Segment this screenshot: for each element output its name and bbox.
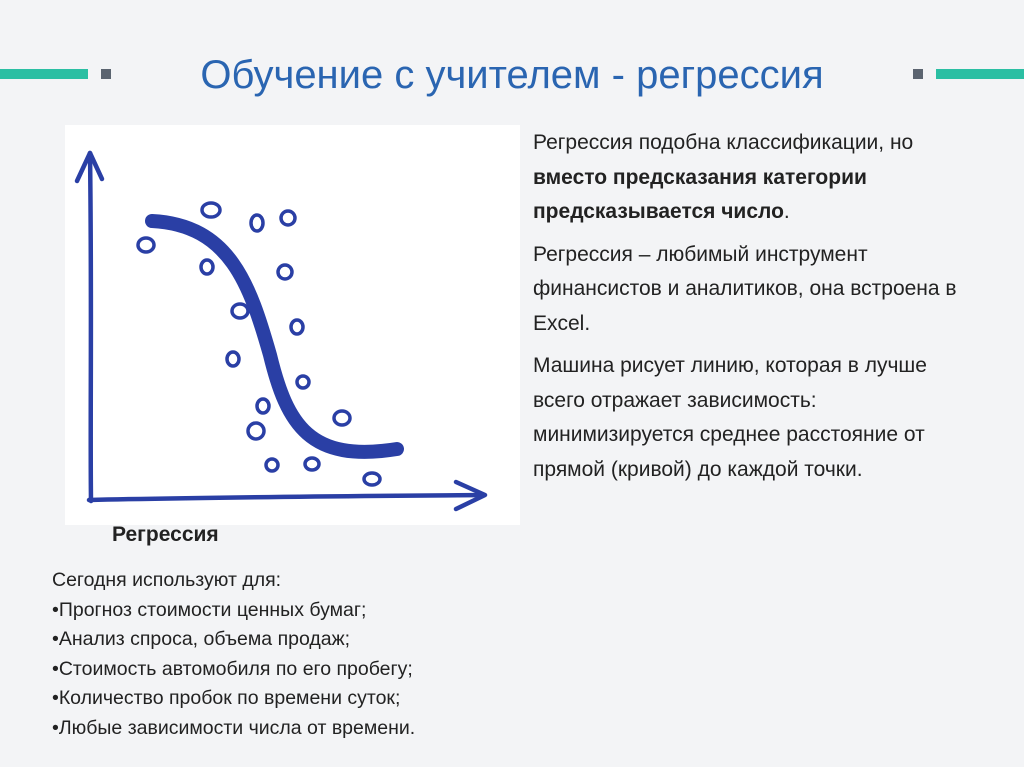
regression-illustration [65,125,520,525]
description-paragraph-1 [533,126,983,230]
data-point-mark [297,376,309,388]
data-point-mark [251,215,263,231]
y-axis-line [90,153,91,501]
usage-intro: Сегодня используют для: [52,569,282,591]
data-point-mark [232,304,248,318]
figure-caption: Регрессия [112,523,219,546]
x-axis-line [89,495,484,500]
p1-end: . [783,200,790,223]
data-point-mark [281,211,295,225]
usage-item: •Стоимость автомобиля по его пробегу; [52,657,413,680]
slide-title: Обучение с учителем - регрессия [200,53,824,97]
data-point-mark [291,320,303,334]
data-point-mark [248,423,264,439]
data-point-mark [202,203,220,217]
description-paragraph-3: Машина рисует линию, которая в лучше всего отражает зависимость: минимизируется среднее расстояние от прямой (кривой) до каждой точки. [533,354,927,481]
usage-item: •Анализ спроса, объема продаж; [52,628,351,650]
usage-list [52,566,522,743]
data-point-mark [138,238,154,252]
data-point-mark [334,411,350,425]
data-point-mark [305,458,319,470]
regression-curve [152,221,397,452]
description-paragraph-2: Регрессия – любимый инструмент финансистов и аналитиков, она встроена в Excel. [533,242,957,335]
data-point-mark [278,265,292,279]
data-point-mark [266,459,278,471]
data-point-mark [227,352,239,366]
data-point-mark [201,260,213,274]
usage-item: •Любые зависимости числа от времени. [52,716,416,739]
p1-bold-text: вместо предсказания категории предсказывается число [533,165,867,223]
usage-item: •Прогноз стоимости ценных бумаг; [52,598,367,621]
p1-text: Регрессия подобна классификации, но [533,131,914,154]
data-point-mark [364,473,380,485]
usage-item: •Количество пробок по времени суток; [52,687,401,709]
data-point-mark [257,399,269,413]
description [533,126,983,495]
